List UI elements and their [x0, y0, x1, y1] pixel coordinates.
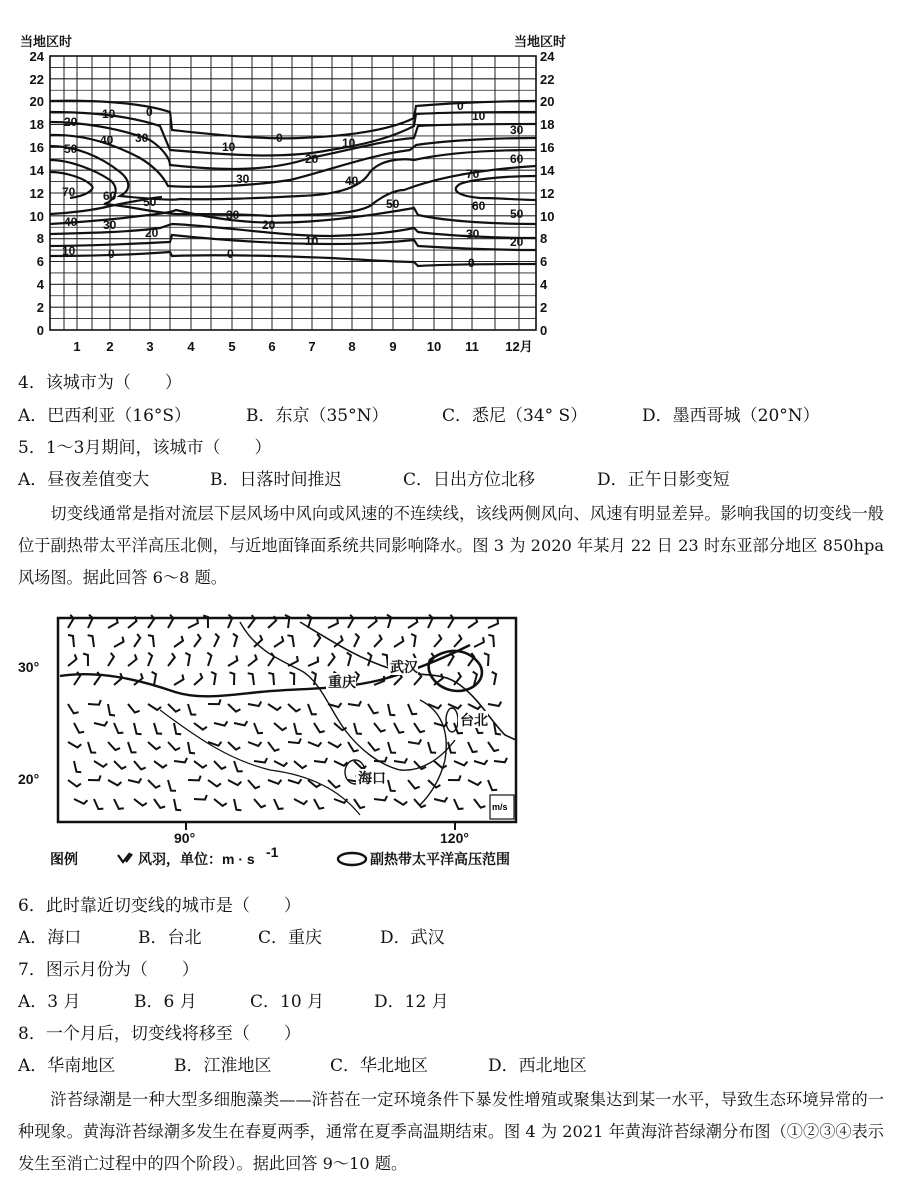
x-tick-12: 12月 — [505, 339, 533, 354]
y-tick-0: 0 — [36, 323, 44, 338]
q5-option-b: B．日落时间推迟 — [210, 470, 342, 490]
y-tick-12: 12 — [29, 186, 44, 201]
q7-option-a: A．3 月 — [18, 992, 81, 1012]
contour-lines — [50, 101, 536, 266]
y-tick-16: 16 — [29, 140, 44, 155]
y-tick-8: 8 — [36, 231, 44, 246]
isoline — [50, 122, 536, 169]
contour-label: 10 — [222, 140, 236, 154]
lon-label-120: 120° — [440, 830, 469, 846]
y-tick-22: 22 — [29, 72, 44, 87]
contour-label: 30 — [510, 123, 524, 137]
question-8-stem: 8．一个月后，切变线将移至（ ） — [18, 1024, 301, 1044]
contour-label: 0 — [276, 131, 283, 145]
contour-label: 30 — [135, 131, 149, 145]
y-tick-r-4: 4 — [540, 277, 548, 292]
q8-option-b: B．江淮地区 — [174, 1056, 272, 1076]
isoline-chart — [0, 0, 900, 360]
wind-field-map — [0, 600, 540, 880]
passage-green-tide: 浒苔绿潮是一种大型多细胞藻类——浒苔在一定环境条件下暴发性增殖或聚集达到某一水平，导致生态环境异常的一种现象。黄海浒苔绿潮多发生在春夏两季，通常在夏季高温期结束。图 4 为 2021 年黄海浒苔绿潮分布图（①②③④表示发生至消亡过程中的四个阶段）。据此回答 9～10 题。 — [18, 1090, 884, 1173]
y-tick-r-16: 16 — [540, 140, 555, 155]
city-label-taipei: 台北 — [460, 712, 488, 728]
contour-label: 0 — [227, 247, 234, 261]
q4-option-c: C．悉尼（34° S） — [442, 406, 588, 426]
passage-shear-line: 切变线通常是指对流层下层风场中风向或风速的不连续线，该线两侧风向、风速有明显差异。影响我国的切变线一般位于副热带太平洋高压北侧，与近地面锋面系统共同影响降水。图 3 为 2020 年某月 22 日 23 时东亚部分地区 850hpa 风场图。据此回答 6～8 题。 — [18, 504, 884, 587]
left-axis-title: 当地区时 — [20, 34, 73, 49]
contour-label: 40 — [100, 133, 114, 147]
contour-label: 60 — [510, 152, 524, 166]
y-tick-r-14: 14 — [540, 163, 555, 178]
map-frame — [58, 618, 516, 822]
left-y-ticks — [30, 49, 45, 338]
contour-label: 0 — [457, 99, 464, 113]
contour-label: 30 — [226, 208, 240, 222]
right-y-ticks — [540, 49, 555, 338]
y-tick-r-12: 12 — [540, 186, 555, 201]
contour-label: 30 — [236, 172, 250, 186]
x-tick-11: 11 — [465, 339, 479, 354]
contour-label: 10 — [102, 107, 116, 121]
q7-option-c: C．10 月 — [250, 992, 325, 1012]
contour-label: 70 — [466, 167, 480, 181]
barb-legend-icon — [118, 853, 132, 862]
city-label-chongqing: 重庆 — [328, 674, 356, 690]
x-tick-9: 9 — [389, 339, 397, 354]
y-tick-6: 6 — [36, 254, 44, 269]
x-ticks — [73, 339, 532, 354]
isoline — [50, 235, 536, 250]
scale-label: m/s — [492, 802, 508, 812]
q4-option-b: B．东京（35°N） — [246, 406, 389, 426]
contour-label: 60 — [472, 199, 486, 213]
q8-option-a: A．华南地区 — [18, 1056, 116, 1076]
y-tick-18: 18 — [29, 117, 44, 132]
q6-option-b: B．台北 — [138, 928, 202, 948]
contour-label: 0 — [108, 247, 115, 261]
high-pressure-legend-icon — [338, 853, 366, 865]
q6-option-a: A．海口 — [18, 928, 82, 948]
lat-label-30: 30° — [18, 659, 40, 675]
isoline — [50, 224, 536, 238]
question-7-stem: 7．图示月份为（ ） — [18, 960, 199, 980]
legend-barb-text: 风羽，单位：m · s — [138, 851, 255, 867]
y-tick-r-0: 0 — [540, 323, 548, 338]
q6-option-d: D．武汉 — [380, 928, 445, 948]
q8-option-c: C．华北地区 — [330, 1056, 429, 1076]
q7-option-d: D．12 月 — [374, 992, 449, 1012]
y-tick-14: 14 — [29, 163, 44, 178]
y-tick-r-24: 24 — [540, 49, 555, 64]
contour-label: 50 — [143, 195, 157, 209]
isoline — [50, 252, 536, 266]
contour-label: 0 — [468, 256, 475, 270]
y-tick-r-2: 2 — [540, 300, 548, 315]
right-axis-title: 当地区时 — [514, 34, 567, 49]
city-label-haikou: 海口 — [358, 770, 386, 786]
x-tick-1: 1 — [73, 339, 81, 354]
city-label-wuhan: 武汉 — [390, 659, 418, 675]
contour-label: 20 — [145, 226, 159, 240]
x-tick-10: 10 — [426, 339, 442, 354]
question-5-stem: 5．1～3月期间，该城市（ ） — [18, 438, 272, 458]
x-tick-5: 5 — [228, 339, 236, 354]
contour-label: 40 — [345, 174, 359, 188]
y-tick-10: 10 — [29, 209, 44, 224]
y-tick-r-22: 22 — [540, 72, 555, 87]
q5-option-d: D．正午日影变短 — [597, 470, 730, 490]
y-tick-r-18: 18 — [540, 117, 555, 132]
y-tick-2: 2 — [36, 300, 44, 315]
q8-option-d: D．西北地区 — [488, 1056, 587, 1076]
x-tick-2: 2 — [106, 339, 114, 354]
isoline — [50, 135, 536, 187]
contour-label: 50 — [510, 207, 524, 221]
contour-label: 30 — [466, 227, 480, 241]
contour-label: 10 — [472, 109, 486, 123]
y-tick-r-20: 20 — [540, 94, 555, 109]
lat-label-20: 20° — [18, 771, 40, 787]
contour-label: 50 — [64, 142, 78, 156]
question-4-stem: 4．该城市为（ ） — [18, 373, 182, 393]
y-tick-r-10: 10 — [540, 209, 555, 224]
contour-label: 10 — [342, 136, 356, 150]
question-6-stem: 6．此时靠近切变线的城市是（ ） — [18, 896, 301, 916]
x-tick-4: 4 — [187, 339, 195, 354]
x-tick-6: 6 — [268, 339, 276, 354]
x-tick-8: 8 — [348, 339, 356, 354]
legend-high-text: 副热带太平洋高压范围 — [370, 851, 510, 867]
contour-label: 0 — [146, 105, 153, 119]
contour-label: 10 — [305, 234, 319, 248]
q6-option-c: C．重庆 — [258, 928, 323, 948]
x-tick-3: 3 — [146, 339, 154, 354]
q4-option-d: D．墨西哥城（20°N） — [642, 406, 820, 426]
q5-option-c: C．日出方位北移 — [403, 470, 536, 490]
q7-option-b: B．6 月 — [134, 992, 197, 1012]
contour-label: 40 — [64, 215, 78, 229]
contour-label: 10 — [62, 244, 76, 258]
contour-label: 30 — [103, 218, 117, 232]
contour-label: 60 — [103, 189, 117, 203]
y-tick-r-6: 6 — [540, 254, 548, 269]
isoline — [50, 160, 536, 216]
contour-label: 20 — [305, 152, 319, 166]
y-tick-4: 4 — [36, 277, 44, 292]
legend-title: 图例 — [50, 851, 78, 867]
q5-option-a: A．昼夜差值变大 — [18, 470, 150, 490]
lon-label-90: 90° — [174, 830, 196, 846]
y-tick-24: 24 — [29, 49, 44, 64]
x-tick-7: 7 — [308, 339, 316, 354]
contour-label: 20 — [64, 115, 78, 129]
y-tick-20: 20 — [29, 94, 44, 109]
q4-option-a: A．巴西利亚（16°S） — [18, 406, 192, 426]
y-tick-r-8: 8 — [540, 231, 548, 246]
legend-barb-unit-sup: -1 — [266, 844, 279, 860]
contour-label: 70 — [62, 185, 76, 199]
contour-label: 20 — [262, 218, 276, 232]
contour-label: 20 — [510, 235, 524, 249]
contour-label: 50 — [386, 197, 400, 211]
